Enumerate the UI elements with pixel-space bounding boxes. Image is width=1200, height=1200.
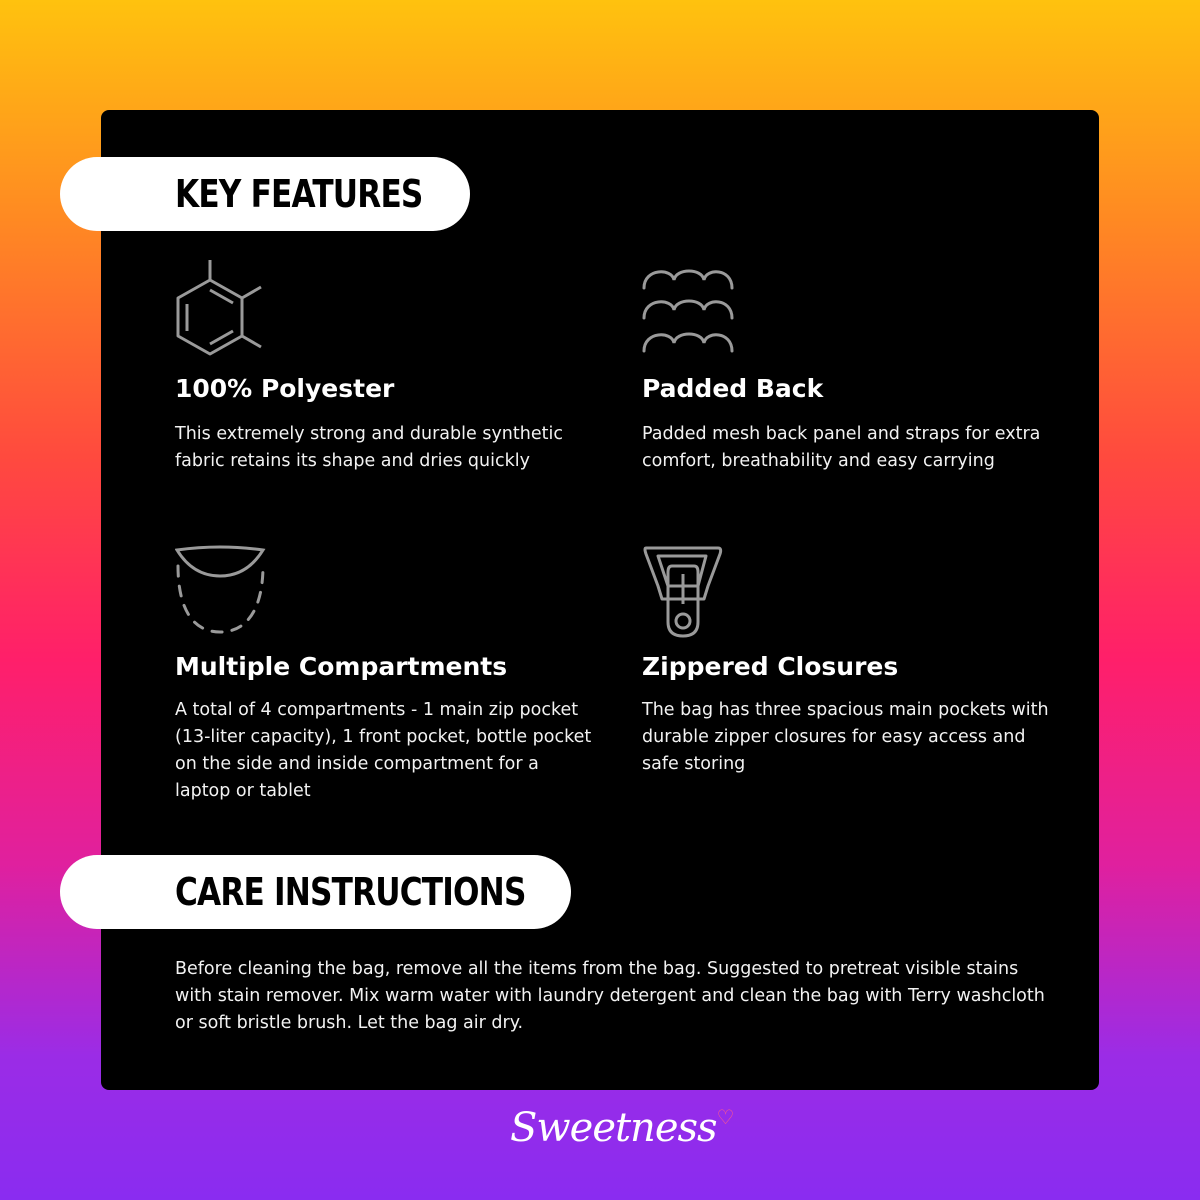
brand-name: Sweetness — [510, 1105, 717, 1151]
feature-description: Padded mesh back panel and straps for extra comfort, breathability and easy carrying — [642, 424, 1041, 471]
feature-description: This extremely strong and durable synthetic fabric retains its shape and dries quickly — [175, 424, 563, 471]
heart-icon: ♡ — [716, 1105, 734, 1129]
feature-description: A total of 4 compartments - 1 main zip pocket (13-liter capacity), 1 front pocket, bottle pocket on the side and inside compartment for a laptop or tablet — [175, 700, 592, 801]
feature-padded-back — [642, 258, 1062, 508]
padded-waves-icon — [642, 258, 737, 358]
compartment-pocket-icon — [175, 544, 270, 639]
feature-title: 100% Polyester — [175, 374, 395, 403]
feature-zippered — [642, 544, 1062, 784]
care-instructions-header — [60, 855, 571, 929]
feature-title: Zippered Closures — [642, 652, 899, 681]
care-instructions-text: Before cleaning the bag, remove all the items from the bag. Suggested to pretreat visible stains with stain remover. Mix warm water with laundry detergent and clean the bag with Terry washcloth or soft bristle brush. Let the bag air dry. — [175, 959, 1045, 1033]
key-features-title: KEY FEATURES — [175, 172, 423, 216]
care-instructions-title: CARE INSTRUCTIONS — [175, 870, 526, 914]
zipper-pull-icon — [642, 544, 727, 639]
feature-polyester — [175, 258, 595, 478]
feature-title: Multiple Compartments — [175, 652, 508, 681]
feature-title: Padded Back — [642, 374, 824, 403]
feature-description: The bag has three spacious main pockets with durable zipper closures for easy access and safe storing — [642, 700, 1049, 774]
feature-compartments — [175, 544, 595, 814]
key-features-header — [60, 157, 470, 231]
brand-logo — [510, 1105, 733, 1151]
polyester-molecule-icon — [175, 258, 265, 358]
